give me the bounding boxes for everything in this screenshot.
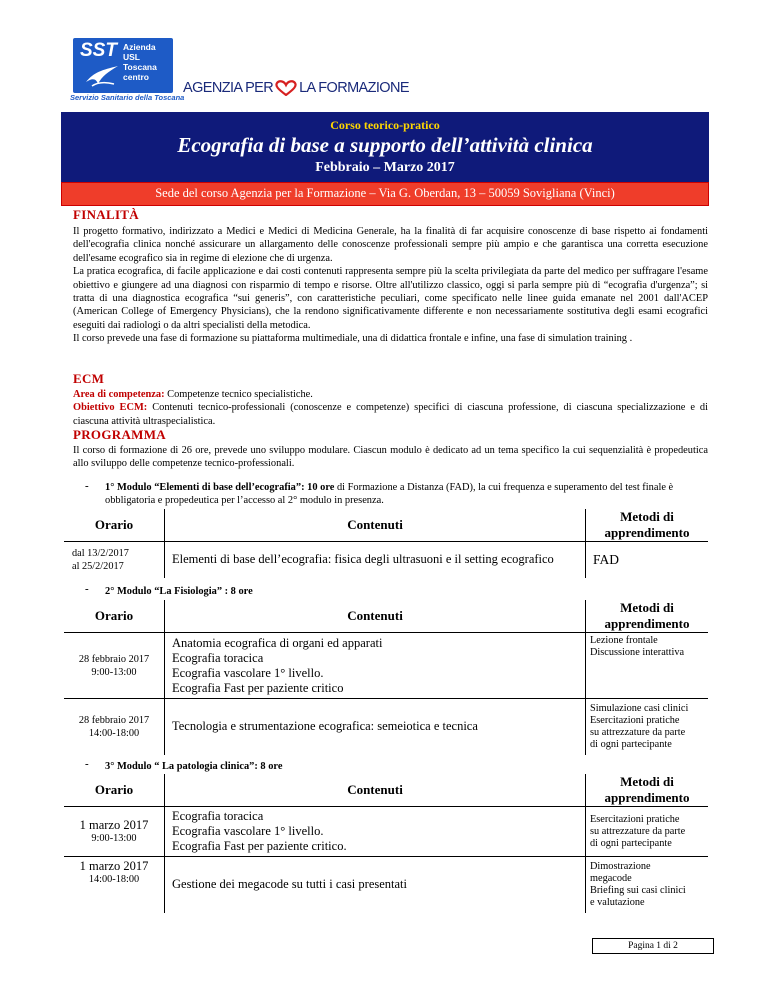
ecm-obiettivo xyxy=(73,401,708,428)
page-number: Pagina 1 di 2 xyxy=(592,938,714,954)
module1-bullet: - xyxy=(85,480,89,492)
module3-row2-content: Gestione dei megacode su tutti i casi presentati xyxy=(165,857,586,913)
content-line: Ecografia Fast per paziente critico. xyxy=(172,839,347,853)
venue-text: Sede del corso Agenzia per la Formazione – Via G. Oberdan, 13 – 50059 Sovigliana (Vinci) xyxy=(155,186,615,200)
finalita-paragraph: La pratica ecografica, di facile applicazione e dai costi contenuti rappresenta sempre più la scelta privilegiata da parte del medico per suffragare l'esame obiettivo e giungere ad una diagnosi con risparmio di tempo e risorse. Oltre all'utilizzo classico, oggi si parla sempre più di “ecografia d'urgenza”; si tratta di una diagnostica ecografica “sui generis”, con caratteristiche peculiari, come specificato nelle linee guida emanate nel 2001 dall'ACEP (American College of Emergency Physicians), che la rendono significativamente differente e non necessariamente sostitutiva degli esami ecografici eseguiti dai radiologi o da altri specialisti della metodica. xyxy=(73,266,708,331)
ecm-obiettivo-label: Obiettivo ECM: xyxy=(73,402,148,414)
date: 1 marzo 2017 xyxy=(79,859,149,873)
programma-intro: Il corso di formazione di 26 ore, prevede uno sviluppo modulare. Ciascun modulo è dedicato ad un tema specifico la cui sequenzialità è propedeutica allo sviluppo delle competenze tecnico-professionali. xyxy=(73,445,708,470)
method-line: Simulazione casi clinici xyxy=(590,702,689,714)
module3-table xyxy=(64,774,708,913)
bird-icon xyxy=(84,62,120,88)
azienda-line: Azienda xyxy=(123,42,156,52)
module3-bullet: - xyxy=(85,758,89,770)
col-metodi: Metodi di apprendimento xyxy=(586,774,709,807)
ecm-obiettivo-value: Contenuti tecnico-professionali (conoscenze e competenze) specifici di ciascuna professione, di ciascuna specializzazione e di ciascuna attività ultraspecialistica. xyxy=(73,402,708,427)
method-line: su attrezzature da parte xyxy=(590,825,686,837)
content-line: Ecografia toracica xyxy=(172,650,264,665)
method-line: Briefing sui casi clinici xyxy=(590,884,686,896)
finalita-text xyxy=(73,225,708,346)
method-line: e valutazione xyxy=(590,896,645,908)
method-line: di ogni partecipante xyxy=(590,837,672,849)
ecm-area xyxy=(73,388,708,401)
ecm-heading: ECM xyxy=(73,371,105,386)
azienda-line: USL xyxy=(123,52,140,62)
hours: 9:00-13:00 xyxy=(91,666,137,678)
module3-row1-content xyxy=(165,807,586,857)
col-orario: Orario xyxy=(64,600,165,633)
hours: 9:00-13:00 xyxy=(91,832,137,844)
module3-title: 3° Modulo “ La patologia clinica”: 8 ore xyxy=(105,761,283,772)
heart-icon xyxy=(274,80,298,96)
col-contenuti: Contenuti xyxy=(165,600,586,633)
module2-row1-content xyxy=(165,633,586,699)
agenzia-left-text: AGENZIA PER xyxy=(183,80,274,96)
content-line: Ecografia vascolare 1° livello. xyxy=(172,665,324,680)
course-title: Ecografia di base a supporto dell’attività clinica xyxy=(177,133,593,157)
time-line: dal 13/2/2017 xyxy=(72,547,129,559)
module2-row1-time xyxy=(64,633,165,699)
col-metodi: Metodi di apprendimento xyxy=(586,509,709,542)
finalita-paragraph: Il progetto formativo, indirizzato a Medici e Medici di Medicina Generale, ha la finalità di far acquisire conoscenze di base rispetto ai fondamenti dell'ecografia clinica nonché assicurare un allargamento delle conoscenze professionali sempre più ampio e che garantisca una corretta esecuzione dell'esame ecografico sia in regime di elezione che di urgenza. xyxy=(73,226,708,264)
module1-table xyxy=(64,509,708,578)
course-dates: Febbraio – Marzo 2017 xyxy=(315,160,455,175)
method-line: di ogni partecipante xyxy=(590,738,672,750)
azienda-usl-text xyxy=(123,42,157,82)
module1-method: FAD xyxy=(586,542,709,578)
agenzia-formazione-logo xyxy=(183,80,409,96)
module1-desc: di Formazione a Distanza (FAD), la cui frequenza e superamento del test finale è obbligatoria e propedeutica per l’accesso al 2° modulo in presenza. xyxy=(105,482,674,506)
content-line: Ecografia Fast per paziente critico xyxy=(172,680,344,695)
ecm-text xyxy=(73,388,708,428)
content-line: Ecografia vascolare 1° livello. xyxy=(172,824,324,838)
module3-row1-method xyxy=(586,807,709,857)
hours: 14:00-18:00 xyxy=(88,727,140,739)
azienda-line: Toscana xyxy=(123,62,157,72)
course-subtitle: Corso teorico-pratico xyxy=(330,118,440,132)
finalita-paragraph: Il corso prevede una fase di formazione su piattaforma multimediale, una di didattica frontale e infine, una fase di simulation training . xyxy=(73,333,633,345)
ecm-area-value: Competenze tecnico specialistiche. xyxy=(164,389,313,400)
module3-row1-time xyxy=(64,807,165,857)
module2-row2-content: Tecnologia e strumentazione ecografica: semeiotica e tecnica xyxy=(165,699,586,755)
sst-logo-text: SST xyxy=(80,40,117,61)
programma-heading: PROGRAMMA xyxy=(73,427,166,442)
module1-title: 1° Modulo “Elementi di base dell’ecografia”: 10 ore xyxy=(105,482,335,493)
content-line: Anatomia ecografica di organi ed apparati xyxy=(172,635,383,650)
date: 28 febbraio 2017 xyxy=(78,714,150,726)
time-line: al 25/2/2017 xyxy=(72,560,124,572)
method-line: Esercitazioni pratiche xyxy=(590,714,680,726)
module2-bullet: - xyxy=(85,583,89,595)
module2-row2-time xyxy=(64,699,165,755)
azienda-line: centro xyxy=(123,72,149,82)
method-line: Dimostrazione xyxy=(590,860,651,872)
col-orario: Orario xyxy=(64,774,165,807)
col-orario: Orario xyxy=(64,509,165,542)
method-line: Discussione interattiva xyxy=(590,647,685,658)
sst-caption: Servizio Sanitario della Toscana xyxy=(70,93,185,102)
col-contenuti: Contenuti xyxy=(165,774,586,807)
method-line: megacode xyxy=(590,872,632,884)
module2-title: 2° Modulo “La Fisiologia” : 8 ore xyxy=(105,586,253,597)
date: 1 marzo 2017 xyxy=(79,817,149,832)
hours: 14:00-18:00 xyxy=(88,874,140,885)
col-contenuti: Contenuti xyxy=(165,509,586,542)
module2-row2-method xyxy=(586,699,709,755)
ecm-area-label: Area di competenza: xyxy=(73,389,165,400)
date: 28 febbraio 2017 xyxy=(78,653,150,665)
finalita-heading: FINALITÀ xyxy=(73,207,139,222)
col-metodi: Metodi di apprendimento xyxy=(586,600,709,633)
module3-row2-time xyxy=(64,857,165,913)
module1-description xyxy=(105,481,705,507)
agenzia-right-text: LA FORMAZIONE xyxy=(299,80,409,96)
module3-row2-method xyxy=(586,857,709,913)
method-line: Lezione frontale xyxy=(590,635,658,646)
module1-time xyxy=(64,542,165,578)
method-line: su attrezzature da parte xyxy=(590,726,686,738)
method-line: Esercitazioni pratiche xyxy=(590,813,680,825)
module2-table xyxy=(64,600,708,755)
module2-row1-method xyxy=(586,633,709,699)
module1-content: Elementi di base dell’ecografia: fisica degli ultrasuoni e il setting ecografico xyxy=(165,542,586,578)
content-line: Ecografia toracica xyxy=(172,809,264,823)
